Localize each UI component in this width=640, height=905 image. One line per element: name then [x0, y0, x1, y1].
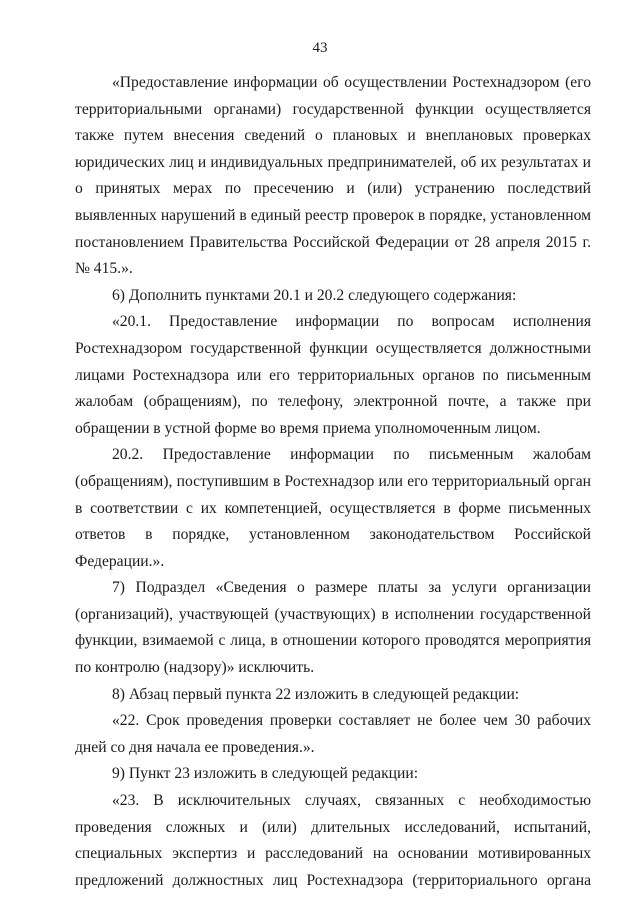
document-body — [75, 70, 591, 894]
paragraph-item-9: 9) Пункт 23 изложить в следующей редакции: — [112, 765, 419, 783]
paragraph-registry: «Предоставление информации об осуществлении Ростехнадзором (его территориальными органами) государственной функции осуществляется также путем внесения сведений о плановых и внеплановых проверках юридических лиц и индивидуальных предпринимателей, об их результатах и о принятых мерах по пресечению и (или) устранению последствий выявленных нарушений в единый реестр проверок в порядке, установленном постановлением Правительства Российской Федерации от 28 апреля 2015 г. № 415.». — [75, 74, 591, 278]
paragraph-item-6: 6) Дополнить пунктами 20.1 и 20.2 следующего содержания: — [112, 286, 517, 304]
paragraph-20-1: «20.1. Предоставление информации по вопросам исполнения Ростехнадзором государственной функции осуществляется должностными лицами Ростехнадзора или его территориальных органов по письменным жалобам (обращениям), по телефону, электронной почте, а также при обращении в устной форме во время приема уполномоченным лицом. — [75, 313, 591, 437]
paragraph-23: «23. В исключительных случаях, связанных с необходимостью проведения сложных и (или) длительных исследований, испытаний, специальных экспертиз и расследований на основании мотивированных предложений должностных лиц Ростехнадзора (территориального органа — [75, 792, 591, 889]
paragraph-item-7: 7) Подраздел «Сведения о размере платы за услуги организации (организаций), участвующей (участвующих) в исполнении государственной функции, взимаемой с лица, в отношении которого проводятся мероприятия по контролю (надзору)» исключить. — [75, 579, 591, 677]
paragraph-22: «22. Срок проведения проверки составляет не более чем 30 рабочих дней со дня начала ее проведения.». — [75, 712, 591, 756]
paragraph-20-2: 20.2. Предоставление информации по письменным жалобам (обращениям), поступившим в Ростехнадзор или его территориальный орган в соответствии с их компетенцией, осуществляется в форме письменных ответов в порядке, установленном законодательством Российской Федерации.». — [75, 446, 591, 570]
paragraph-item-8: 8) Абзац первый пункта 22 изложить в следующей редакции: — [112, 685, 520, 703]
page-number: 43 — [312, 40, 328, 56]
